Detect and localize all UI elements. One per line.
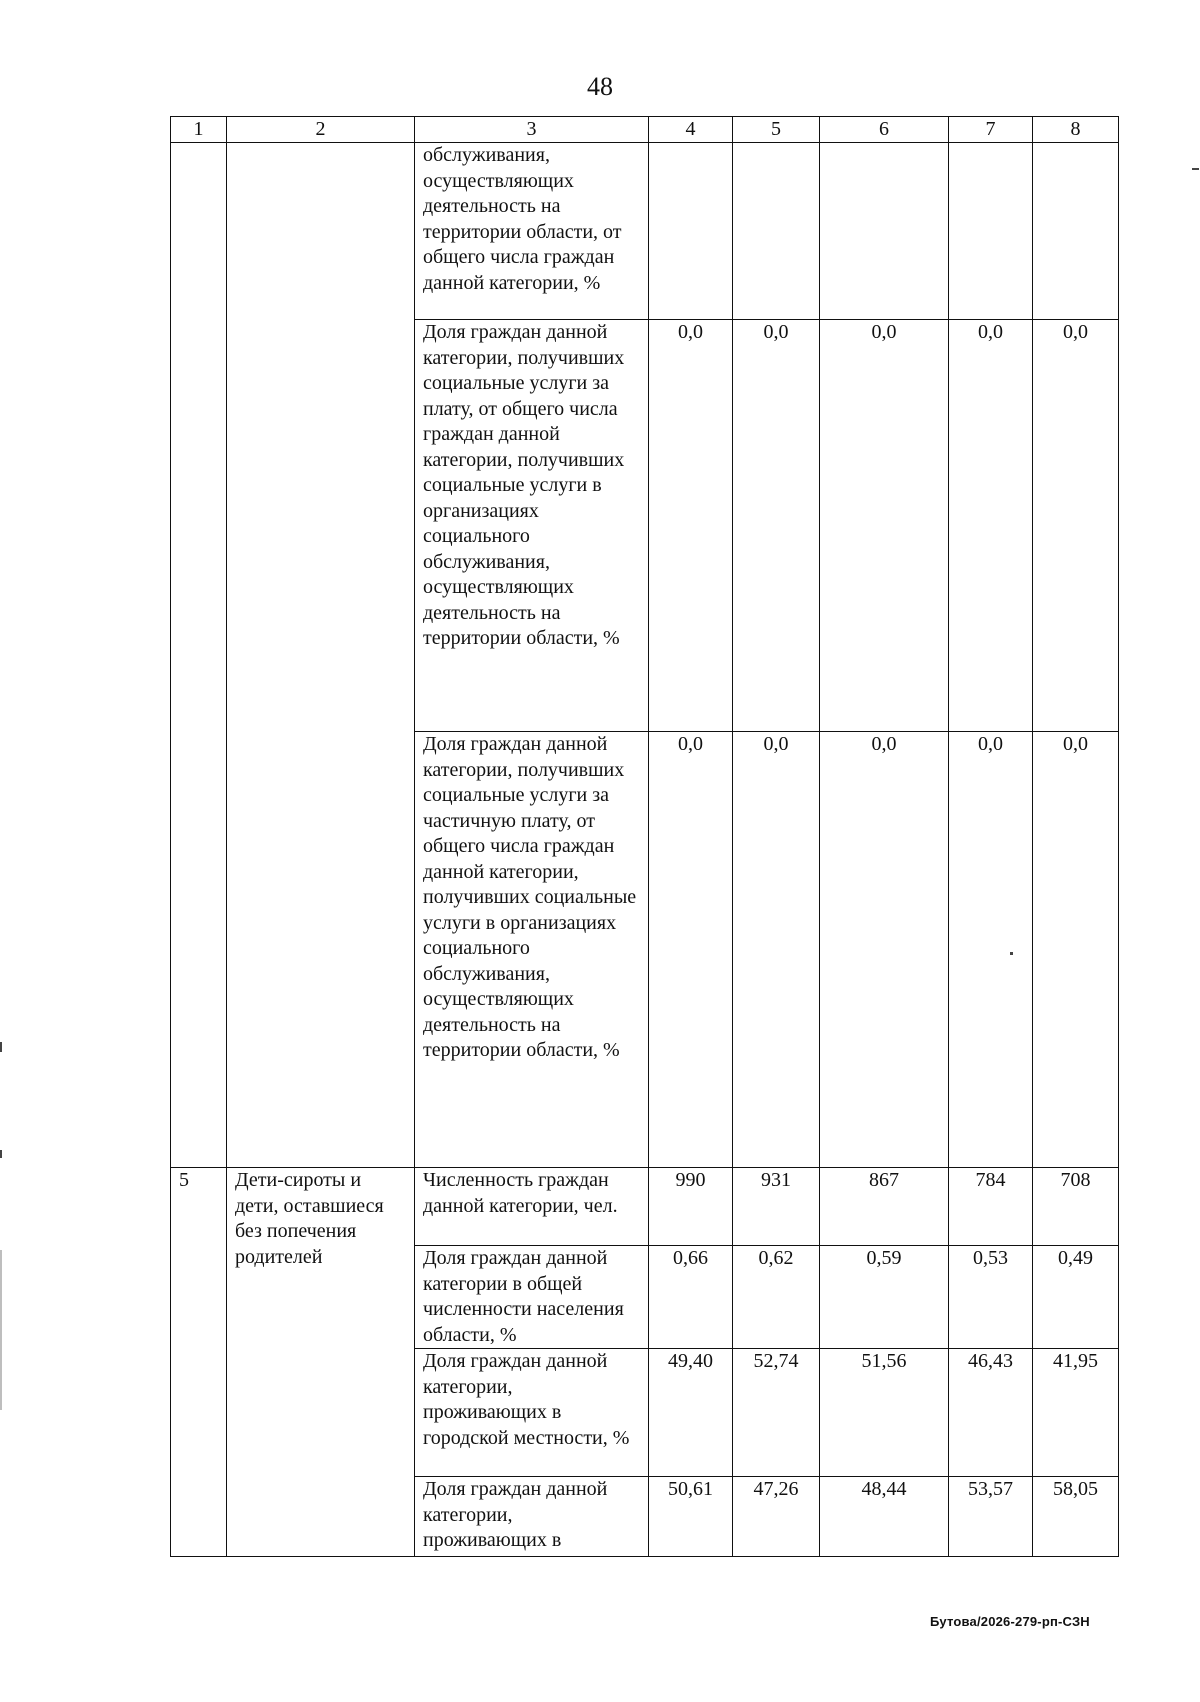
column-number-8: 8 <box>1033 117 1119 143</box>
value-cell: 0,0 <box>649 732 733 1168</box>
value-cell <box>949 143 1033 320</box>
table-header-row <box>171 117 1119 143</box>
value-cell: 0,0 <box>1033 320 1119 732</box>
value-cell: 53,57 <box>949 1477 1033 1557</box>
value-cell: 0,0 <box>1033 732 1119 1168</box>
value-cell: 51,56 <box>820 1349 949 1477</box>
value-cell <box>733 143 820 320</box>
value-cell: 784 <box>949 1168 1033 1246</box>
scan-mark-right <box>1192 168 1199 170</box>
indicators-table <box>170 116 1119 1557</box>
value-cell: 47,26 <box>733 1477 820 1557</box>
page-number: 48 <box>587 72 613 101</box>
value-cell: 931 <box>733 1168 820 1246</box>
table-row <box>171 1168 1119 1246</box>
value-cell: 0,62 <box>733 1246 820 1349</box>
column-number-7: 7 <box>949 117 1033 143</box>
value-cell: 49,40 <box>649 1349 733 1477</box>
column-number-6: 6 <box>820 117 949 143</box>
value-cell: 58,05 <box>1033 1477 1119 1557</box>
category-cell: Дети-сироты и дети, оставшиеся без попечения родителей <box>227 1168 415 1557</box>
scan-mark-dot <box>1010 952 1013 955</box>
value-cell: 46,43 <box>949 1349 1033 1477</box>
document-code-footer: Бутова/2026-279-рп-СЗН <box>930 1614 1090 1629</box>
value-cell: 0,0 <box>949 320 1033 732</box>
value-cell: 0,0 <box>649 320 733 732</box>
value-cell: 0,0 <box>820 732 949 1168</box>
indicator-cell: Доля граждан данной категории в общей численности населения области, % <box>415 1246 649 1349</box>
table-row <box>171 143 1119 320</box>
value-cell: 0,0 <box>949 732 1033 1168</box>
value-cell <box>1033 143 1119 320</box>
value-cell: 0,0 <box>733 320 820 732</box>
indicator-cell: Доля граждан данной категории, проживающих в <box>415 1477 649 1557</box>
indicator-cell: Доля граждан данной категории, получивших социальные услуги за плату, от общего числа граждан данной категории, получивших социальные услуги в организациях социального обслуживания, осуществляющих деятельность на территории области, % <box>415 320 649 732</box>
value-cell: 52,74 <box>733 1349 820 1477</box>
value-cell: 48,44 <box>820 1477 949 1557</box>
column-number-4: 4 <box>649 117 733 143</box>
value-cell: 0,49 <box>1033 1246 1119 1349</box>
indicator-cell: Доля граждан данной категории, проживающих в городской местности, % <box>415 1349 649 1477</box>
value-cell: 0,0 <box>820 320 949 732</box>
value-cell: 0,53 <box>949 1246 1033 1349</box>
value-cell <box>649 143 733 320</box>
value-cell: 50,61 <box>649 1477 733 1557</box>
column-number-1: 1 <box>171 117 227 143</box>
indicator-cell: Доля граждан данной категории, получивших социальные услуги за частичную плату, от общего числа граждан данной категории, получивших социальные услуги в организациях социального обслуживания, осуществляющих деятельность на территории области, % <box>415 732 649 1168</box>
value-cell: 0,0 <box>733 732 820 1168</box>
value-cell <box>820 143 949 320</box>
scan-mark-left <box>0 1250 2 1410</box>
value-cell: 867 <box>820 1168 949 1246</box>
scan-mark-left <box>0 1150 2 1158</box>
value-cell: 708 <box>1033 1168 1119 1246</box>
indicator-cell: Численность граждан данной категории, чел. <box>415 1168 649 1246</box>
row-number-cell: 5 <box>171 1168 227 1557</box>
column-number-2: 2 <box>227 117 415 143</box>
column-number-5: 5 <box>733 117 820 143</box>
indicator-cell: обслуживания, осуществляющих деятельность на территории области, от общего числа граждан данной категории, % <box>415 143 649 320</box>
value-cell: 41,95 <box>1033 1349 1119 1477</box>
category-cell <box>227 143 415 1168</box>
column-number-3: 3 <box>415 117 649 143</box>
value-cell: 0,59 <box>820 1246 949 1349</box>
row-number-cell <box>171 143 227 1168</box>
value-cell: 990 <box>649 1168 733 1246</box>
scan-mark-left <box>0 1042 2 1052</box>
value-cell: 0,66 <box>649 1246 733 1349</box>
